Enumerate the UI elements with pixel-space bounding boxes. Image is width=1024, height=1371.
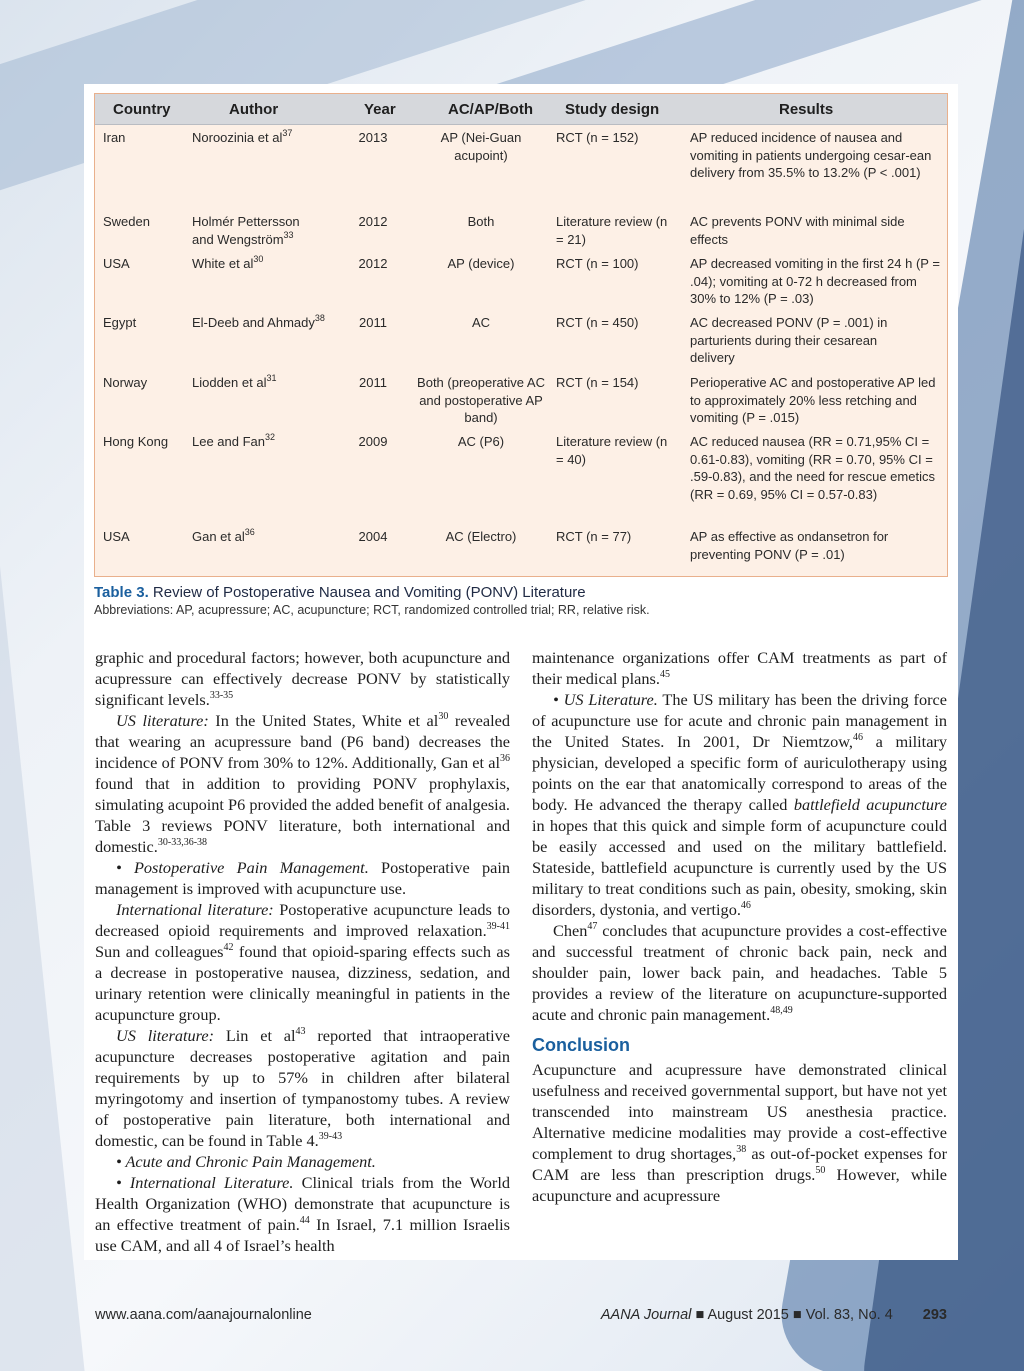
page-number: 293 xyxy=(922,1307,947,1323)
cell-design: RCT (n = 154) xyxy=(556,375,639,390)
paragraph: Chen$^{47}$ concludes that acupuncture provides a cost-effective and successful treatment of chronic back pain, neck and shoulder pain, lower back pain, and headaches. Table 5 provides a review of the literature on acupuncture-supported acute and chronic pain management.$^{48,49}$ xyxy=(532,921,947,1024)
cell-ac-ap: AP (device) xyxy=(447,256,515,271)
cell-ac-ap: AC xyxy=(471,315,491,330)
header-year: Year xyxy=(364,101,396,118)
paragraph: • International Literature. Clinical trials from the World Health Organization (WHO) demonstrate that acupuncture is an effective treatment of pain.$^{44}$ In Israel, 7.1 million Israelis use CAM, and all 4 of Israel’s health xyxy=(95,1173,511,1255)
cell-design: RCT (n = 152) xyxy=(556,130,639,145)
cell-design: Literature review (n = 21) xyxy=(556,214,668,247)
cell-ac-ap: AC (Electro) xyxy=(445,529,517,544)
left-column xyxy=(95,647,510,1256)
cell-country: USA xyxy=(103,529,130,544)
cell-country: Iran xyxy=(103,130,126,145)
cell-country: Egypt xyxy=(103,315,137,330)
cell-ac-ap: Both (preoperative AC and postoperative AP band) xyxy=(417,375,545,425)
cell-results: AP as effective as ondansetron for preventing PONV (P = .01) xyxy=(690,529,889,562)
cell-results: AP decreased vomiting in the first 24 h (P = .04); vomiting at 0-72 h decreased from 30% to 12% (P = .03) xyxy=(690,256,940,306)
cell-country: USA xyxy=(103,256,130,271)
header-study-design: Study design xyxy=(565,101,660,118)
cell-ac-ap: Both xyxy=(467,214,495,229)
paragraph: Acupuncture and acupressure have demonstrated clinical usefulness and received governmental support, but have not yet transcended into mainstream US anesthesia practice. Alternative medicine modalities may provide a cost-effective complement to drug shortages,$^{38}$ as out-of-pocket expenses for CAM are less than prescription drugs.$^{50}$ However, while acupuncture and acupressure xyxy=(532,1060,947,1205)
table-header-row xyxy=(95,94,947,125)
cell-year: 2013 xyxy=(358,130,388,145)
paragraph: maintenance organizations offer CAM treatments as part of their medical plans.$^{45}$ xyxy=(532,648,947,688)
cell-year: 2004 xyxy=(358,529,388,544)
header-author: Author xyxy=(229,101,279,118)
cell-results: AC decreased PONV (P = .001) in parturients during their cesarean delivery xyxy=(690,315,888,365)
paragraph: US literature: In the United States, White et $al^{30}$ revealed that wearing an acupressure band (P6 band) decreases the incidence of PONV from 30% to 12%. Additionally, Gan et $al^{36}$ found that in addition to providing PONV prophylaxis, simulating acupoint P6 provided the added benefit of analgesia. Table 3 reviews PONV literature, both international and domestic.$^{30-33,36-38}$ xyxy=(95,711,510,856)
cell-ac-ap: AC (P6) xyxy=(457,434,505,449)
cell-author: Liodden et $al^{31}$ xyxy=(192,373,277,390)
right-column xyxy=(532,647,947,1206)
literature-table xyxy=(94,93,948,577)
cell-year: 2011 xyxy=(359,375,387,390)
header-results: Results xyxy=(779,101,834,118)
cell-results: Perioperative AC and postoperative AP led to approximately 20% less retching and vomiting (P = .015) xyxy=(690,375,936,425)
journal-page xyxy=(84,84,958,1260)
cell-year: 2011 xyxy=(359,315,387,330)
section-heading: Conclusion xyxy=(532,1035,630,1055)
paragraph: graphic and procedural factors; however, both acupuncture and acupressure can effectively decrease PONV by statistically significant levels.$^{33-35}$ xyxy=(95,648,510,709)
table-caption xyxy=(94,584,586,601)
header-ac-ap-both: AC/AP/Both xyxy=(448,101,533,118)
cell-author: White et $al^{30}$ xyxy=(192,254,264,271)
cell-ac-ap: AP (Nei-Guan acupoint) xyxy=(440,130,522,163)
cell-results: AC prevents PONV with minimal side effects xyxy=(690,214,905,247)
table-number: Table 3. xyxy=(94,584,149,601)
cell-author: Lee and Fan$^{32}$ xyxy=(192,432,276,449)
table-abbreviations: Abbreviations: AP, acupressure; AC, acupuncture; RCT, randomized controlled trial; RR, relative risk. xyxy=(94,603,650,617)
cell-author: El-Deeb and Ahmady$^{38}$ xyxy=(192,313,325,330)
cell-author: Gan et $al^{36}$ xyxy=(192,527,255,544)
cell-author: Noroozinia et $al^{37}$ xyxy=(192,128,293,145)
paragraph: • US Literature. The US military has been the driving force of acupuncture use for acute and chronic pain management in the United States. In 2001, Dr Niemtzow,$^{46}$ a military physician, developed a specific form of auriculotherapy using points on the ear that anatomically correspond to areas of the body. He advanced the therapy called battlefield acupuncture in hopes that this quick and simple form of acupuncture could be easily accessed and used on the military battlefield. Stateside, battlefield acupuncture is currently used by the US military to treat conditions such as pain, obesity, smoking, skin disorders, dystonia, and vertigo.$^{46}$ xyxy=(532,690,947,919)
cell-country: Hong Kong xyxy=(103,434,169,449)
paragraph: US literature: Lin et $al^{43}$ reported that intraoperative acupuncture decreases postoperative agitation and pain requirements by up to 57% in children after bilateral myringotomy and insertion of tympanostomy tubes. A review of postoperative pain literature, both international and domestic, can be found in Table 4.$^{39-43}$ xyxy=(95,1026,510,1150)
journal-url[interactable]: www.aana.com/aanajournalonline xyxy=(95,1307,312,1323)
header-country: Country xyxy=(113,101,171,118)
journal-citation: AANA Journal ■ August 2015 ■ Vol. 83, No. 4 293 xyxy=(600,1307,947,1323)
cell-results: AC reduced nausea (RR = 0.71,95% CI = 0.61-0.83), vomiting (RR = 0.70, 95% CI = .59-0.83), and the need for rescue emetics (RR = 0.69, 95% CI = 0.57-0.83) xyxy=(690,434,935,502)
cell-design: RCT (n = 77) xyxy=(556,529,632,544)
paragraph: • Acute and Chronic Pain Management. xyxy=(116,1152,376,1171)
table-title: Review of Postoperative Nausea and Vomiting (PONV) Literature xyxy=(152,584,586,601)
cell-design: RCT (n = 100) xyxy=(556,256,639,271)
cell-results: AP reduced incidence of nausea and vomiting in patients undergoing cesar-ean delivery from 35.5% to 13.2% (P < .001) xyxy=(690,130,932,180)
cell-author: Holmér Pettersson and Wengström$^{33}$ xyxy=(192,214,300,247)
cell-country: Sweden xyxy=(103,214,150,229)
cell-country: Norway xyxy=(103,375,148,390)
cell-year: 2012 xyxy=(358,214,388,229)
cell-year: 2012 xyxy=(358,256,388,271)
paragraph: International literature: Postoperative acupuncture leads to decreased opioid requirements and improved relaxation.$^{39-41}$ Sun and colleagues$^{42}$ found that opioid-sparing effects such as a decrease in postoperative nausea, dizziness, sedation, and urinary retention were clinically meaningful in patients in the acupuncture group. xyxy=(95,900,510,1024)
cell-design: Literature review (n = 40) xyxy=(556,434,668,467)
paragraph: • Postoperative Pain Management. Postoperative pain management is improved with acupuncture use. xyxy=(95,858,510,898)
cell-year: 2009 xyxy=(358,434,388,449)
cell-design: RCT (n = 450) xyxy=(556,315,639,330)
